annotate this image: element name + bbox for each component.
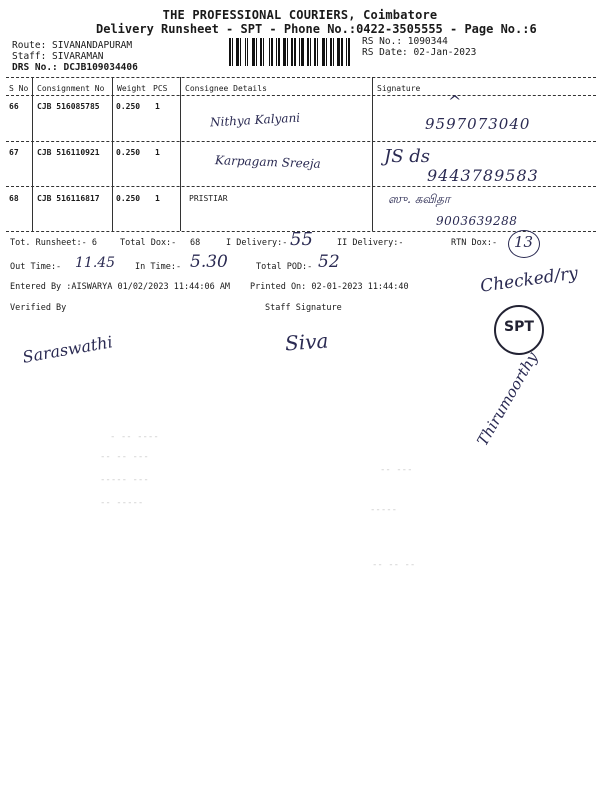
table-row-pcs: 1 xyxy=(155,148,160,157)
barcode-bar xyxy=(274,38,275,66)
col-header-sno: S No xyxy=(9,84,29,93)
table-row-weight: 0.250 xyxy=(116,148,141,157)
route-label: Route: SIVANANDAPURAM xyxy=(12,40,133,51)
table-top-rule xyxy=(6,77,596,78)
barcode-bar xyxy=(236,38,239,66)
total-runsheet: Tot. Runsheet:- 6 xyxy=(10,238,97,248)
barcode-bar xyxy=(258,38,259,66)
barcode-bar xyxy=(299,38,300,66)
barcode-bar xyxy=(310,38,311,66)
barcode-bar xyxy=(289,38,290,66)
verified-by-signature: Saraswathi xyxy=(21,332,114,367)
barcode-bar xyxy=(234,38,235,66)
barcode-bar xyxy=(344,38,345,66)
handwritten-consignee-name: Karpagam Sreeja xyxy=(214,153,321,171)
handwritten-consignee-name: Nithya Kalyani xyxy=(209,110,301,130)
entered-by: Entered By :AISWARYA 01/02/2023 11:44:06 AM xyxy=(10,282,231,292)
bleed-through-text: - -- ---- xyxy=(110,432,159,442)
rs-number: RS No.: 1090344 xyxy=(362,36,448,47)
row-rule xyxy=(6,141,596,142)
table-row-consignment: CJB 516085785 xyxy=(37,102,100,111)
barcode-bar xyxy=(265,38,268,66)
table-row-consignee: PRISTIAR xyxy=(189,194,228,203)
barcode-bar xyxy=(256,38,257,66)
handwritten-phone: 9597073040 xyxy=(425,115,531,133)
rtn-dox-label: RTN Dox:- xyxy=(451,238,498,248)
total-dox-value: 68 xyxy=(190,238,201,248)
handwritten-phone: 9443789583 xyxy=(427,166,539,185)
table-row-sno: 66 xyxy=(9,102,19,111)
barcode-bar xyxy=(330,38,332,66)
barcode-bar xyxy=(252,38,255,66)
bleed-through-text: -- ----- xyxy=(100,498,144,508)
barcode-bar xyxy=(283,38,286,66)
barcode-bar xyxy=(263,38,264,66)
verified-by-label: Verified By xyxy=(10,303,67,313)
barcode-bar xyxy=(337,38,340,66)
handwritten-signature: ஸு. கவிதா xyxy=(388,192,451,206)
col-header-pcs: PCS xyxy=(153,84,168,93)
table-row-pcs: 1 xyxy=(155,102,160,111)
col-header-consignment: Consignment No xyxy=(37,84,105,93)
barcode-bar xyxy=(314,38,316,66)
seal-label: SPT xyxy=(504,319,534,335)
bleed-through-text: -- --- xyxy=(380,465,413,475)
side-signature: Thirumoorthy xyxy=(473,349,542,449)
barcode-bar xyxy=(317,38,318,66)
checked-annotation: Checked/ry xyxy=(479,263,580,297)
rs-date: RS Date: 02-Jan-2023 xyxy=(362,47,477,58)
barcode-bar xyxy=(269,38,270,66)
column-divider xyxy=(180,77,181,231)
total-pod-label: Total POD:- xyxy=(256,262,313,272)
column-divider xyxy=(112,77,113,231)
total-dox-label: Total Dox:- xyxy=(120,238,177,248)
bleed-through-text: ----- --- xyxy=(100,475,149,485)
col-header-signature: Signature xyxy=(377,84,421,93)
company-title: THE PROFESSIONAL COURIERS, Coimbatore xyxy=(162,8,438,22)
table-row-pcs: 1 xyxy=(155,194,160,203)
header-bottom-rule xyxy=(6,95,596,96)
barcode-bar xyxy=(328,38,329,66)
i-delivery-value: 55 xyxy=(290,229,313,250)
bleed-through-text: ----- xyxy=(370,505,398,515)
barcode-bar xyxy=(351,38,352,66)
barcode-bar xyxy=(341,38,343,66)
total-pod-value: 52 xyxy=(318,252,340,272)
printed-on: Printed On: 02-01-2023 11:44:40 xyxy=(250,282,409,292)
barcode-bar xyxy=(297,38,298,66)
barcode-bar xyxy=(291,38,293,66)
table-row-consignment: CJB 516110921 xyxy=(37,148,100,157)
bleed-through-text: -- -- -- xyxy=(372,560,416,570)
barcode-bar xyxy=(276,38,277,66)
barcode-bar xyxy=(260,38,262,66)
column-divider xyxy=(32,77,33,231)
barcode-bar xyxy=(229,38,231,66)
out-time-value: 11.45 xyxy=(75,255,116,271)
barcode-bar xyxy=(281,38,282,66)
table-row-sno: 67 xyxy=(9,148,19,157)
barcode-bar xyxy=(333,38,334,66)
rtn-dox-value: 13 xyxy=(514,233,534,251)
row-rule xyxy=(6,186,596,187)
barcode-bar xyxy=(312,38,313,66)
barcode-bar xyxy=(348,38,350,66)
ii-delivery-label: II Delivery:- xyxy=(337,238,404,248)
barcode-bar xyxy=(287,38,288,66)
table-row-weight: 0.250 xyxy=(116,102,141,111)
barcode-bar xyxy=(232,38,233,66)
out-time-label: Out Time:- xyxy=(10,262,62,272)
col-header-consignee: Consignee Details xyxy=(185,84,267,93)
staff-label: Staff: SIVARAMAN xyxy=(12,51,104,62)
i-delivery-label: I Delivery:- xyxy=(226,238,288,248)
table-row-consignment: CJB 516116817 xyxy=(37,194,100,203)
barcode-bar xyxy=(294,38,296,66)
barcode-bar xyxy=(249,38,251,66)
barcode-bar xyxy=(326,38,327,66)
barcode-bar xyxy=(278,38,280,66)
barcode-bar xyxy=(305,38,306,66)
barcode-bar xyxy=(242,38,244,66)
handwritten-signature: JS ds xyxy=(384,146,431,167)
table-row-sno: 68 xyxy=(9,194,19,203)
barcode-bar xyxy=(319,38,321,66)
col-header-weight: Weight xyxy=(117,84,146,93)
barcode-bar xyxy=(307,38,309,66)
in-time-label: In Time:- xyxy=(135,262,182,272)
barcode-bar xyxy=(247,38,248,66)
staff-signature-label: Staff Signature xyxy=(265,303,342,313)
handwritten-phone: 9003639288 xyxy=(436,214,518,228)
staff-signature: Siva xyxy=(284,328,330,356)
bleed-through-text: -- -- --- xyxy=(100,452,149,462)
column-divider xyxy=(372,77,373,231)
handwritten-signature: ^ xyxy=(448,92,462,111)
runsheet-title: Delivery Runsheet - SPT - Phone No.:0422-3505555 - Page No.:6 xyxy=(96,22,537,36)
table-row-weight: 0.250 xyxy=(116,194,141,203)
barcode-bar xyxy=(245,38,246,66)
in-time-value: 5.30 xyxy=(190,252,228,272)
barcode-bar xyxy=(346,38,347,66)
barcode-bar xyxy=(301,38,304,66)
barcode-bar xyxy=(322,38,325,66)
drs-number: DRS No.: DCJB109034406 xyxy=(12,62,138,73)
barcode-bar xyxy=(271,38,273,66)
barcode-bar xyxy=(240,38,241,66)
barcode-bar xyxy=(335,38,336,66)
barcode xyxy=(229,38,356,66)
spt-seal-stamp xyxy=(494,305,544,355)
